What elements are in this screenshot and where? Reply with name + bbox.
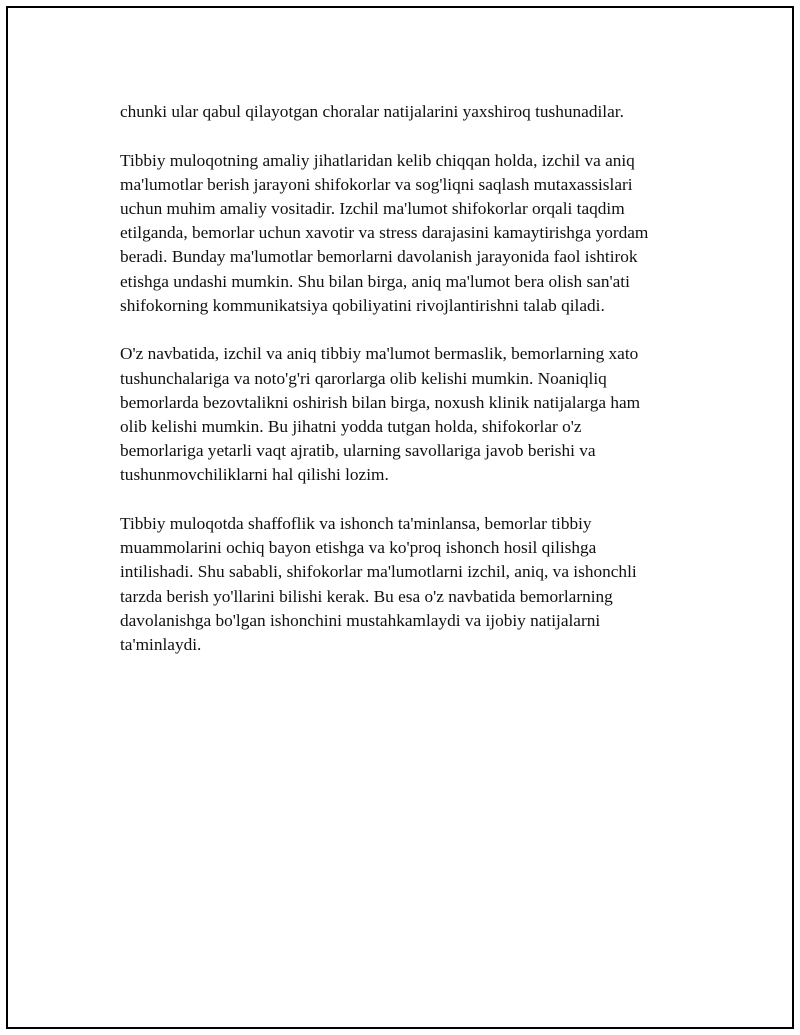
document-body (120, 100, 700, 682)
document-page (6, 6, 794, 1029)
paragraph-2: Tibbiy muloqotning amaliy jihatlaridan kelib chiqqan holda, izchil va aniq ma'lumotlar berish jarayoni shifokorlar va sog'liqni saqlash mutaxassislari uchun muhim amaliy vositadir. Izchil ma'lumot shifokorlar orqali taqdim etilganda, bemorlar uchun xavotir va stress darajasini kamaytirishga yordam beradi. Bunday ma'lumotlar bemorlarni davolanish jarayonida faol ishtirok etishga undashi mumkin. Shu bilan birga, aniq ma'lumot bera olish san'ati shifokorning kommunikatsiya qobiliyatini rivojlantirishni talab qiladi. (120, 150, 649, 315)
paragraph-1: chunki ular qabul qilayotgan choralar natijalarini yaxshiroq tushunadilar. (120, 102, 624, 121)
paragraph-3: O'z navbatida, izchil va aniq tibbiy ma'lumot bermaslik, bemorlarning xato tushunchalariga va noto'g'ri qarorlarga olib kelishi mumkin. Noaniqliq bemorlarda bezovtalikni oshirish bilan birga, noxush klinik natijalarga ham olib kelishi mumkin. Bu jihatni yodda tutgan holda, shifokorlar o'z bemorlariga yetarli vaqt ajratib, ularning savollariga javob berishi va tushunmovchiliklarni hal qilishi lozim. (120, 344, 641, 485)
paragraph-4: Tibbiy muloqotda shaffoflik va ishonch ta'minlansa, bemorlar tibbiy muammolarini ochiq bayon etishga va ko'proq ishonch hosil qilishga intilishadi. Shu sababli, shifokorlar ma'lumotlarni izchil, aniq, va ishonchli tarzda berish yo'llarini bilishi kerak. Bu esa o'z navbatida bemorlarning davolanishga bo'lgan ishonchini mustahkamlaydi va ijobiy natijalarni ta'minlaydi. (120, 514, 637, 655)
